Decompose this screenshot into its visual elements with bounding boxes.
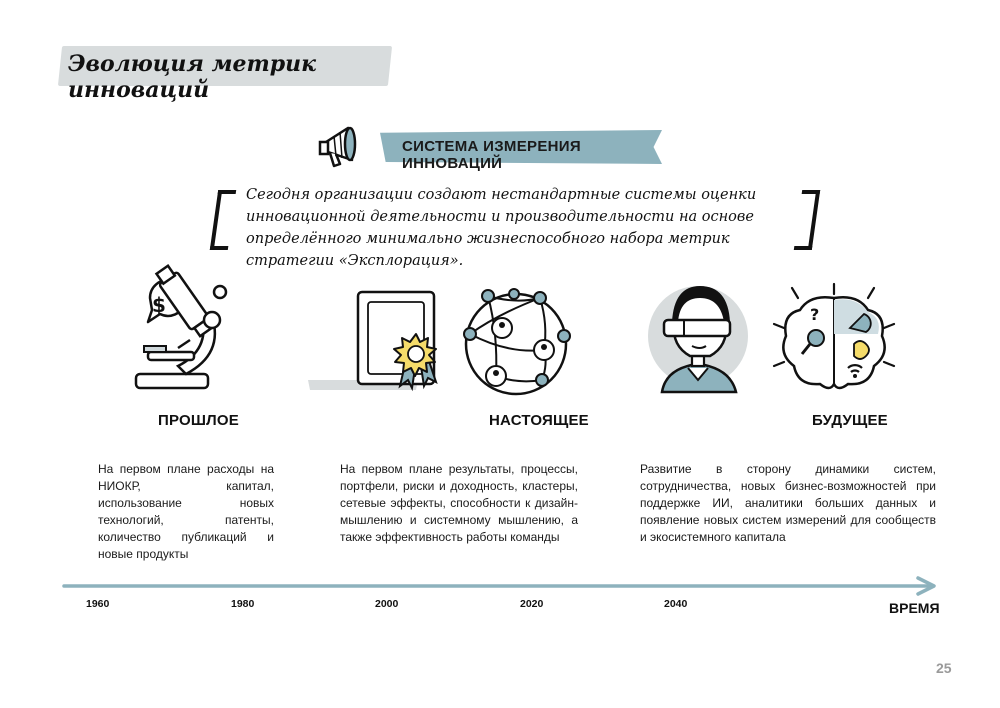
vr-headset-person-icon — [646, 272, 758, 398]
era-label-past: ПРОШЛОЕ — [158, 412, 239, 429]
page-title-banner — [60, 46, 390, 103]
era-description-present: На первом плане результаты, процессы, портфели, риски и доходность, кластеры, сетевые эффекты, способности к дизайн-мышлению и системному мышлению, а также эффективность работы команды — [340, 462, 578, 544]
year-label: 1960 — [86, 598, 110, 610]
brain-icon — [770, 284, 900, 400]
megaphone-icon — [314, 120, 370, 176]
timeline-arrow — [64, 576, 940, 596]
timeline-axis-label: ВРЕМЯ — [889, 600, 940, 616]
era-label-future: БУДУЩЕЕ — [812, 412, 888, 429]
era-description-future: Развитие в сторону динамики систем, сотрудничества, новых бизнес-возможностей при поддержке ИИ, аналитики больших данных и появление новых систем измерений для сообществ и экосистемного капитала — [640, 462, 936, 544]
network-globe-icon — [458, 284, 578, 402]
svg-text:?: ? — [810, 305, 820, 324]
year-label: 1980 — [231, 598, 255, 610]
section-header: СИСТЕМА ИЗМЕРЕНИЯ ИННОВАЦИЙ — [402, 138, 581, 172]
page-number: 25 — [936, 660, 952, 676]
year-label: 2040 — [664, 598, 688, 610]
svg-text:$: $ — [152, 293, 166, 317]
timeline-years — [0, 598, 1000, 614]
microscope-icon — [126, 262, 246, 402]
left-bracket-icon — [210, 190, 236, 250]
year-label: 2020 — [520, 598, 544, 610]
year-label: 2000 — [375, 598, 399, 610]
certificate-icon — [308, 286, 458, 402]
quote-text: Сегодня организации создают нестандартные системы оценки инновационной деятельности и производительности на основе определённого минимально жизнеспособного набора метрик стратегии «Эксплорация». — [246, 187, 757, 269]
era-label-present: НАСТОЯЩЕЕ — [489, 412, 589, 429]
section-header-ribbon — [380, 130, 662, 172]
era-description-past: На первом плане расходы на НИОКР, капитал, использование новых технологий, патенты, количество публикаций и новые продукты — [98, 462, 274, 561]
page-title: Эволюция метрик инноваций — [68, 51, 317, 103]
